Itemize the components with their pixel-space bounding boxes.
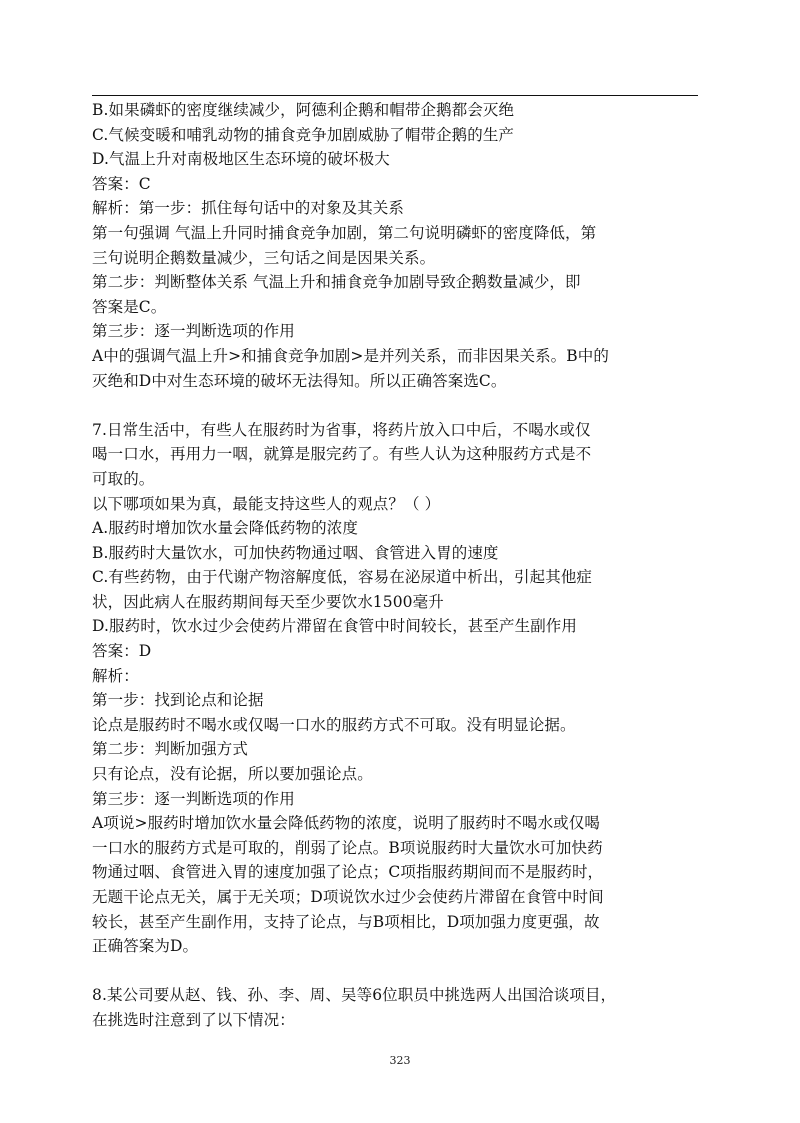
text-line: A中的强调气温上升>和捕食竞争加剧>是并列关系，而非因果关系。B中的 bbox=[92, 346, 609, 365]
text-line: 第二步：判断加强方式 bbox=[92, 740, 249, 759]
text-line: 第三步：逐一判断选项的作用 bbox=[92, 322, 295, 341]
question-6-continuation bbox=[92, 98, 704, 393]
text-line: C.气候变暖和哺乳动物的捕食竞争加剧威胁了帽带企鹅的生产 bbox=[92, 125, 515, 144]
text-line: 无题干论点无关，属于无关项；D项说饮水过少会使药片滞留在食管中时间 bbox=[92, 888, 604, 906]
text-line: 第二步：判断整体关系 气温上升和捕食竞争加剧导致企鹅数量减少，即 bbox=[92, 273, 581, 292]
text-line: 第一步：找到论点和论据 bbox=[92, 691, 264, 710]
text-line: 在挑选时注意到了以下情况： bbox=[92, 1010, 295, 1029]
text-line: 论点是服药时不喝水或仅喝一口水的服药方式不可取。没有明显论据。 bbox=[92, 715, 576, 734]
header-rule bbox=[92, 95, 698, 96]
text-line: 状，因此病人在服药期间每天至少要饮水1500毫升 bbox=[92, 592, 444, 611]
text-line: 答案：C bbox=[92, 174, 151, 193]
text-line: 灭绝和D中对生态环境的破坏无法得知。所以正确答案选C。 bbox=[92, 371, 507, 390]
text-line: 答案：D bbox=[92, 642, 152, 661]
text-line: 一口水的服药方式是可取的，削弱了论点。B项说服药时大量饮水可加快药 bbox=[92, 838, 603, 857]
page-number: 323 bbox=[389, 1054, 411, 1067]
question-7 bbox=[92, 418, 704, 959]
text-line: 答案是C。 bbox=[92, 297, 167, 316]
paragraph-gap bbox=[92, 959, 704, 984]
text-line: A项说>服药时增加饮水量会降低药物的浓度，说明了服药时不喝水或仅喝 bbox=[92, 814, 600, 833]
page-text bbox=[92, 98, 704, 1033]
text-line: D.气温上升对南极地区生态环境的破坏极大 bbox=[92, 150, 390, 169]
text-line: 8.某公司要从赵、钱、孙、李、周、吴等6位职员中挑选两人出国洽谈项目， bbox=[92, 986, 617, 1005]
text-line: 第三步：逐一判断选项的作用 bbox=[92, 789, 295, 808]
question-8 bbox=[92, 983, 704, 1032]
paragraph-gap bbox=[92, 393, 704, 418]
text-line: 可取的。 bbox=[92, 469, 155, 488]
text-line: 物通过咽、食管进入胃的速度加强了论点；C项指服药期间而不是服药时， bbox=[92, 863, 604, 882]
text-line: 三句说明企鹅数量减少，三句话之间是因果关系。 bbox=[92, 248, 436, 267]
text-line: 只有论点，没有论据，所以要加强论点。 bbox=[92, 765, 373, 784]
text-line: 以下哪项如果为真，最能支持这些人的观点？（ ） bbox=[92, 494, 441, 513]
text-line: C.有些药物，由于代谢产物溶解度低，容易在泌尿道中析出，引起其他症 bbox=[92, 568, 593, 587]
text-line: 解析： bbox=[92, 666, 139, 685]
text-line: B.服药时大量饮水，可加快药物通过咽、食管进入胃的速度 bbox=[92, 543, 499, 562]
text-line: 较长，甚至产生副作用，支持了论点，与B项相比，D项加强力度更强，故 bbox=[92, 912, 600, 931]
text-line: 正确答案为D。 bbox=[92, 937, 199, 956]
text-line: D.服药时，饮水过少会使药片滞留在食管中时间较长，甚至产生副作用 bbox=[92, 617, 578, 636]
text-line: 7.日常生活中，有些人在服药时为省事，将药片放入口中后，不喝水或仅 bbox=[92, 420, 591, 439]
text-line: 喝一口水，再用力一咽，就算是服完药了。有些人认为这种服药方式是不 bbox=[92, 445, 592, 464]
text-line: 第一句强调 气温上升同时捕食竞争加剧，第二句说明磷虾的密度降低，第 bbox=[92, 223, 597, 242]
text-line: B.如果磷虾的密度继续减少，阿德利企鹅和帽带企鹅都会灭绝 bbox=[92, 101, 515, 119]
text-line: 解析：第一步：抓住每句话中的对象及其关系 bbox=[92, 199, 405, 218]
text-line: A.服药时增加饮水量会降低药物的浓度 bbox=[92, 519, 358, 538]
